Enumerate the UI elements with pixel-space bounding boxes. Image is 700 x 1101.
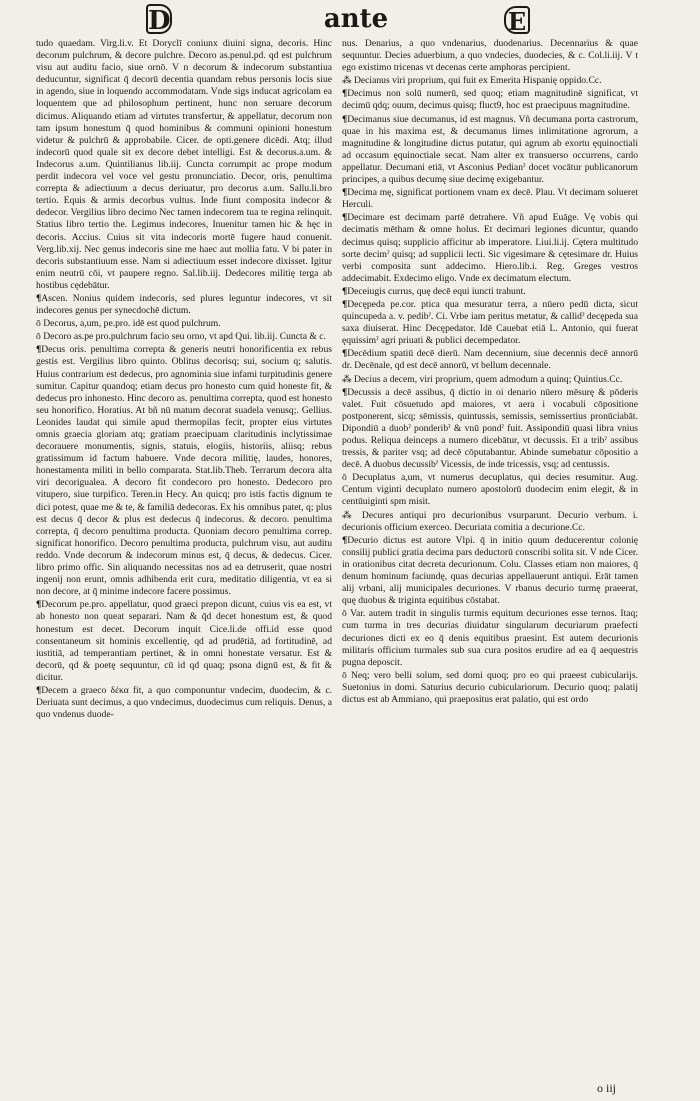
dictionary-entry: ¶ Decimus non solū numerū, sed quoq; etiam magnitudinē significat, vt decimū qdq; ouum, decimus quisq; fluct9, hoc est praecipuus magnitudine. xyxy=(342,88,638,112)
signature-mark: o iij xyxy=(596,1081,616,1095)
dictionary-entry: ō Decuplatus a,um, vt numerus decuplatus, qui decies resumitur. Aug. Centum viginti decuplato numero apostolorū duodecim enim elegit, & in centūuiginti spm misit. xyxy=(342,472,638,508)
dictionary-entry: ¶ Decem a graeco δέκα fit, a quo componuntur vndecim, duodecim, & c. Deriuata sunt decimus, a quo vndecimus, duodecimus cum reliquis. Denus, a quo vndenus duode- xyxy=(36,685,332,721)
dictionary-entry: ¶ Decima mę, significat portionem vnam ex decē. Plau. Vt decimam solueret Herculi. xyxy=(342,187,638,211)
text-block: tudo quaedam. Virg.li.v. Et Doryclī coniunx diuini signa, decoris. Hinc decorum pulchrum, & decore pulchre. Decoro as.penul.pd. qd est pulchrum visu aut auditu facio, siue ornō. V n decorum & indecorum substantiua deducuntur, significat q̄ decorū decentia quandam rebus personis locis siue in agendo, siue in loquendo accommodatam. Vnde sigs inducat agricolam ea loquentem que ad philosophum pertinent, hunc non seruare decorum dicimus. Aliquando etiam ad virtutes transfertur, & appellatur, decorum non tam ipsum honestum q̄ quod hominibus & communi opinioni honestum videtur & pulchrū & approbabile. Cicer. de opti.genere dicēdi. Atq; illud indecorū quod quale sit ex decore debet intelligi. Est & decorus.a.um. & Indecorus a.um. Quintilianus lib.iij. Cuncta corrumpit ac prope modum perdit indecora vel voce vel gestu pronunciatio. Decor, oris, penultima correpta & adiectiuum a decus deriuatur, pro decorus a.um. Sallu.li.bro tertio. Equis & armis decorbus vultus. Inde fiunt composita indecor & dedecor. Vergilius libro decimo Nec tamen indecorem tua te regina relinquit. Statius libro tertio the. Legimus indecores, Inuenitur tamen hic & hęc in decoris. Accius. Cuius sit vita indecoris mortē fugere haud conuenit. Verg.lib.xij. Nec genus indecoris sine me haec aut mollia fatu. V bi pater in decoris substantiuum esse. Nam si adiectiuum esset indecore dixisset. Igitur enim neutrū cōi, vt paupere regno. Sal.lib.iij. Dedecores militię terga ab hostibus cędebātur. xyxy=(36,38,332,291)
dictionary-entry: ¶ Decimare est decimam partē detrahere. Vñ apud Euāge. Vę vobis qui decimatis mētham & omne holus. Et decimari legiones dicuntur, quando decimus quisq; supplicio afficitur ab imperatore. Liui.li.ij. Cętera multitudo sorte decimˀ quisq; ad supplicii lecti. Sic vigesimare & cętesimare dr. Huius verbi composita sunt addecimo. Hiero.lib.i. Reg. Greges vestros addecimabit. Exdecimo eligo. Vnde ex decimatum electum. xyxy=(342,212,638,285)
dictionary-entry: ⁂ Decures antiqui pro decurionibus vsurparunt. Decurio verbum. i. decurionis officium exerceo. Decuriata comitia a decurione.Cc. xyxy=(342,509,638,533)
dictionary-entry: ¶ Ascen. Nonius quidem indecoris, sed plures leguntur indecores, vt sit indecores genus per synecdochē dictum. xyxy=(36,293,332,317)
dictionary-entry: ¶ Decorum pe.pro. appellatur, quod graeci prepon dicunt, cuius vis ea est, vt ab honesto non queat separari. Nam & q̄d decet honestum est, & quod honestum est decet. Decorum inquit Cice.li.de offi.id esse quod consentaneum sit hominis excellentię, qd ad prudētiā, ad fortitudinē, ad iustitiā, ad temperantiam pertinet, & in omni honestate versatur. Est & decorū, qd & poetę sequuntur, cū id qd quaq; psona dignū est, & fit & dicitur. xyxy=(36,599,332,684)
dictionary-entry: ¶ Decurio dictus est autore Vlpi. q̄ in initio quum deducerentur colonię consilij publici gratia decima pars deductorū conscribi solita sit. V nde Cicer. in orationibus citat decreta decurionum. Colu. Classes etiam non maiores, q̄ denum hominum faciundę, quas decurias appellauerunt antiqui. Erāt tamen alij vrbani, alij municipales decuriones. V rbanus decurio turmę praeerat, quę duobus & triginta equitibus cōstabat. xyxy=(342,535,638,608)
text-block: nus. Denarius, a quo vndenarius, duodenarius. Decennarius & quae sequuntur. Decies aduerbium, a quo vndecies, duodecies, & c. Col.li.iij. V t ego existimo tricenas vt decenas certe amphoras percipient. xyxy=(342,38,638,74)
decorated-initial-right: E xyxy=(504,6,530,34)
dictionary-entry: ⁂ Decianus viri proprium, qui fuit ex Emerita Hispanię oppido.Cc. xyxy=(342,75,602,87)
left-text-column xyxy=(36,38,332,1061)
dictionary-entry: ¶ Decus oris. penultima correpta & generis neutri honorificentia ex rebus gestis est. Vergilius libro quinto. Oblitus decorisq; sui, socium q; salutis. Huius contrarium est dedecus, pro agnominia siue infami turpitudinis genere sumitur. Capitur quandoq; etiam decus pro honesto cum quid honeste fit, & dedecus pro inhonesto. Hinc decoro as. penultima correpta, quod est honesto seu honorifico. Horatius. At bñ nū matum decorat suadela venusq;. Gellius. Leonides laudat qui simile apud thermopilas fecit, propter eius virtutes omnis graecia gloriam atq; gratiam praecipuam claritudinis inclytissimae decorauere monumentis, signis, statuis, elogiis, historiis, aliisq; rebus gratissimum id factum habuere. Vnde decora militię, laudes, honores, honestamenta militi in bello comparata. Stat.lib.Theb. Terrarum decora alta viri decorigualea. A decoro fit condecoro pro honesto. Dedecoro pro vitupero, siue turpifico. Teren.in Hecy. An quicq; pro istis factis dignum te dici potest, quae me & te, & familiā dedecoras. Ex his omnibus patet, q; plus est decus q̄ decor & plus est dedecus q̄ indecorus. & decoro. penultima correpta, q̄ decoro penultima producta. Quoniam decoro penultima correp. significat honorifico. Decoro penultima producta, pulchrum visu, aut auditu reddo. Vnde decorum & indecorum minus est, q̄ decus, & dedecus. Cicer. libro primo offic. Sin aliquando necessitas nos ad ea detruserit, quae nostri ingenij non erunt, omnis adhibenda erit cura, meditatio diligentia, vt ea si non decore, at q̄ minime indecore facere possimus. xyxy=(36,344,332,598)
dictionary-entry: ¶ Decępeda pe.cor. ptica qua mesuratur terra, a nūero pedū dicta, sicut quincupeda a. v. pedibˀ. Ci. Vrbe iam peritus metatur, & callidˀ decępeda sua saxa diuiserat. Hinc Decępedator. Idē Cauebat etiā L. Antonio, qui fuerat ęquissimˀ agri priuati & publici decempedator. xyxy=(342,299,638,347)
right-text-column xyxy=(342,38,638,1061)
dictionary-entry: ⁂ Decius a decem, viri proprium, quem admodum a quinq; Quintius.Cc. xyxy=(342,373,623,385)
dictionary-entry: ¶ Decimanus siue decumanus, id est magnus. Vñ decumana porta castrorum, quae in his maxima est, & decumanus limes inlimitatione agrorum, a magnitudine & longitudine dictus putatur, qui agrum ab exortu ęquinoctiali ad occasum ęquinoctiale secat. Nam alter ex transuerso occurrens, cardo appellatur. Decumani etiā, vt Asconius Pedianˀ docet vocātur publicanorum principes, a quibus decumę siue decimę exigebantur. xyxy=(342,114,638,187)
dictionary-entry: ō Decoro as.pe pro.pulchrum facio seu orno, vt apd Qui. lib.iij. Cuncta & c. xyxy=(36,331,326,343)
dictionary-entry: ō Decorus, a,um, pe.pro. idē est quod pulchrum. xyxy=(36,318,221,330)
running-head: ante xyxy=(323,4,389,34)
dictionary-entry: ō Neq; vero belli solum, sed domi quoq; pro eo qui praeest cubicularijs. Suetonius in domi. Saturius decurio cubiculariorum. Decurio quoq; palatij dictus est ab Ammiano, qui praepositus erat palatio, qui est ordo xyxy=(342,669,638,705)
dictionary-entry: ¶ Deceiugis currus, quę decē equi iuncti trahunt. xyxy=(342,286,638,298)
page-header xyxy=(0,4,700,38)
dictionary-entry: ō Var. autem tradit in singulis turmis equitum decuriones esse ternos. Itaq; cum turma in tres decurias diuidatur singularum decuriarum praefecti decuriones dicti ex eo q̄ denis equitibus praesint. Est autem decurionis militaris officium turmales sub sua cura positos erudire ad ea q̄ aequestris pugna deposcit. xyxy=(342,608,638,668)
dictionary-entry: ¶ Decēdium spatiū decē dierū. Nam decennium, siue decennis decē annorū dr. Decēnale, qd est decē annorū, vt bellum decennale. xyxy=(342,348,638,372)
dictionary-entry: ¶ Decussis a decē assibus, q̄ dictio in oi denario nūero mēsurę & pōderis valet. Fuit cōsuetudo apd maiores, vt aera i vocabuli cōpositione postponerent, sicq; sēmissis, quintussis, semissis, semissertius pronūciabāt. Dipondiū a duobˀ ponderibˀ & vnū pondˀ fuit. Assipondiū quasi libra vnius podus. Reliqua deinceps a numero dicebātur, vt decussis. Et a tribˀ assibus tressis, & pariter vsq; ad decē cōputabantur. Abinde sumebatur cōpositio a decē. A duobus decussibˀ Vicessis, de inde tricessis, vsq; ad centussis. xyxy=(342,387,638,472)
decorated-initial-left: D xyxy=(148,6,171,36)
